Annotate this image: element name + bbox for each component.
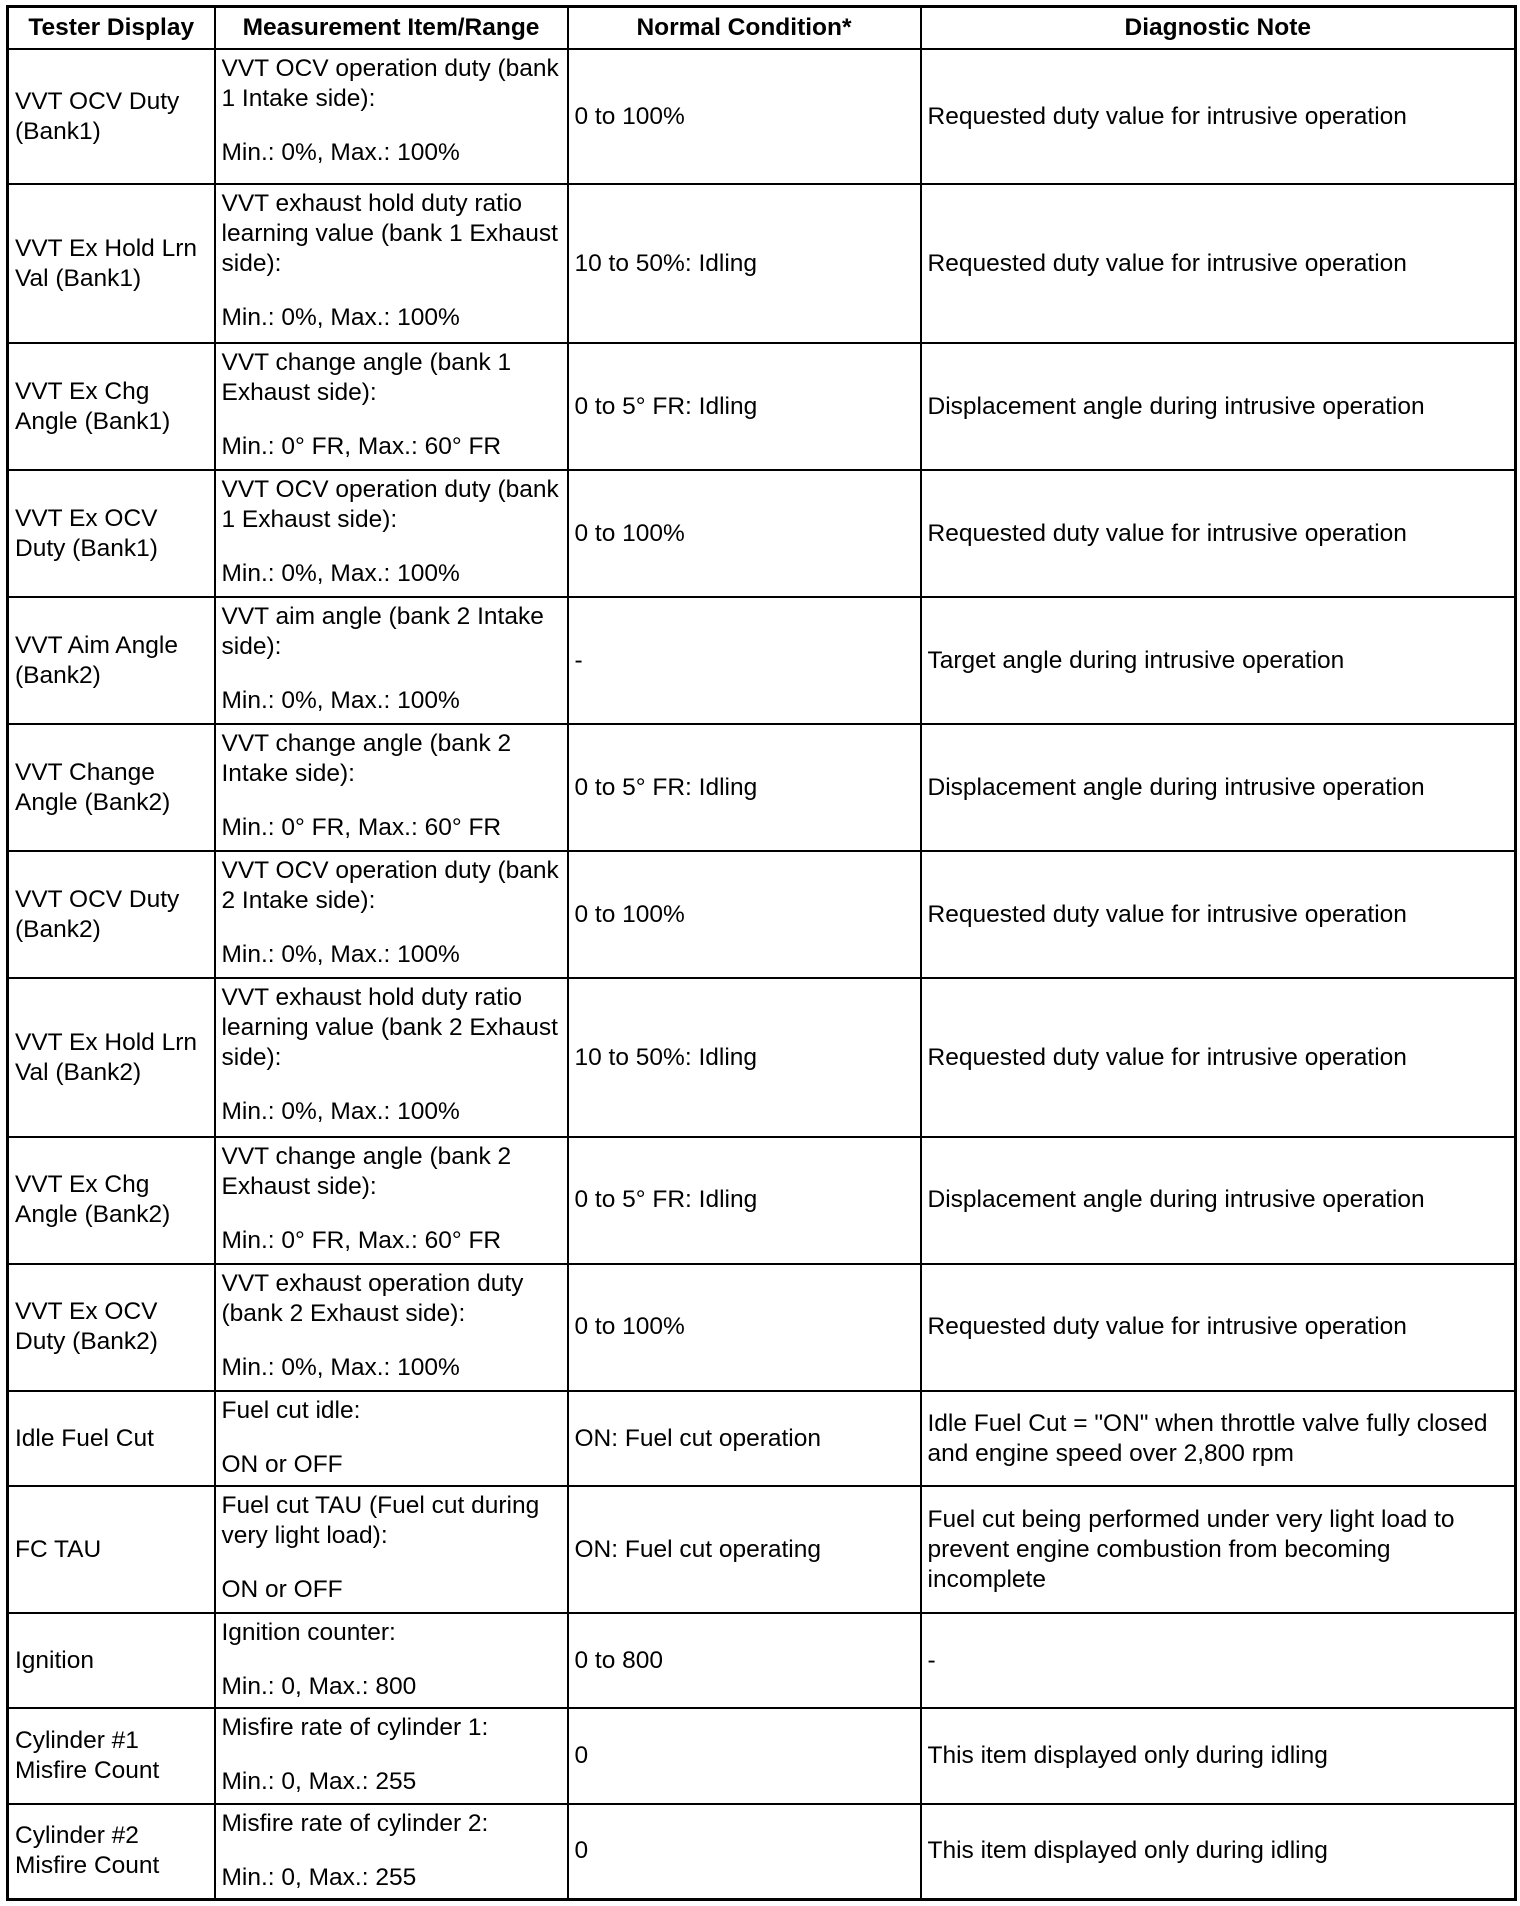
cell-normal-condition: 10 to 50%: Idling	[568, 978, 921, 1137]
cell-measurement-item	[215, 1391, 568, 1486]
cell-diagnostic-note: Requested duty value for intrusive operation	[921, 470, 1516, 597]
cell-normal-condition: 0 to 100%	[568, 1264, 921, 1391]
cell-tester-display: VVT Ex OCV Duty (Bank2)	[8, 1264, 215, 1391]
cell-measurement-item	[215, 184, 568, 343]
cell-diagnostic-note: Idle Fuel Cut = "ON" when throttle valve fully closed and engine speed over 2,800 rpm	[921, 1391, 1516, 1486]
cell-tester-display: VVT Ex Hold Lrn Val (Bank1)	[8, 184, 215, 343]
cell-measurement-item	[215, 1804, 568, 1900]
cell-normal-condition: 0 to 800	[568, 1613, 921, 1708]
data-list-table	[6, 5, 1517, 1901]
cell-diagnostic-note: Target angle during intrusive operation	[921, 597, 1516, 724]
cell-tester-display: VVT Ex Chg Angle (Bank1)	[8, 343, 215, 470]
table-row	[8, 1264, 1516, 1391]
cell-normal-condition: 0 to 100%	[568, 851, 921, 978]
cell-measurement-item	[215, 851, 568, 978]
measurement-description: VVT change angle (bank 1 Exhaust side):	[221, 349, 512, 407]
measurement-range: Min.: 0%, Max.: 100%	[221, 1353, 460, 1381]
cell-tester-display: FC TAU	[8, 1486, 215, 1613]
cell-diagnostic-note: Displacement angle during intrusive operation	[921, 343, 1516, 470]
cell-tester-display: VVT Aim Angle (Bank2)	[8, 597, 215, 724]
cell-diagnostic-note: Displacement angle during intrusive operation	[921, 1137, 1516, 1264]
cell-measurement-item	[215, 343, 568, 470]
measurement-description: Fuel cut idle:	[221, 1396, 361, 1424]
measurement-range: Min.: 0%, Max.: 100%	[221, 139, 460, 166]
cell-tester-display: Cylinder #1 Misfire Count	[8, 1708, 215, 1803]
cell-diagnostic-note: Requested duty value for intrusive operation	[921, 851, 1516, 978]
cell-tester-display: VVT OCV Duty (Bank1)	[8, 49, 215, 184]
table-row	[8, 851, 1516, 978]
cell-measurement-item	[215, 470, 568, 597]
cell-normal-condition: ON: Fuel cut operating	[568, 1486, 921, 1613]
header-diagnostic-note: Diagnostic Note	[921, 7, 1516, 50]
cell-measurement-item	[215, 1613, 568, 1708]
cell-diagnostic-note: Requested duty value for intrusive operation	[921, 978, 1516, 1137]
measurement-range: Min.: 0%, Max.: 100%	[221, 304, 460, 332]
cell-measurement-item	[215, 1486, 568, 1613]
measurement-description: VVT exhaust hold duty ratio learning value (bank 2 Exhaust side):	[221, 984, 558, 1072]
measurement-range: Min.: 0, Max.: 800	[221, 1673, 417, 1701]
measurement-range: Min.: 0° FR, Max.: 60° FR	[221, 814, 502, 842]
table-row	[8, 724, 1516, 851]
cell-normal-condition: 10 to 50%: Idling	[568, 184, 921, 343]
table-row	[8, 978, 1516, 1137]
cell-diagnostic-note: Requested duty value for intrusive operation	[921, 49, 1516, 184]
cell-tester-display: Idle Fuel Cut	[8, 1391, 215, 1486]
measurement-description: VVT exhaust operation duty (bank 2 Exhaust side):	[221, 1269, 524, 1327]
cell-normal-condition: ON: Fuel cut operation	[568, 1391, 921, 1486]
cell-tester-display: VVT Ex Chg Angle (Bank2)	[8, 1137, 215, 1264]
measurement-range: Min.: 0, Max.: 255	[221, 1863, 417, 1891]
cell-normal-condition: 0 to 100%	[568, 49, 921, 184]
cell-normal-condition: 0	[568, 1708, 921, 1803]
cell-measurement-item	[215, 1264, 568, 1391]
measurement-description: Fuel cut TAU (Fuel cut during very light load):	[221, 1492, 540, 1550]
measurement-description: VVT change angle (bank 2 Intake side):	[221, 730, 512, 788]
table-row	[8, 597, 1516, 724]
measurement-range: Min.: 0° FR, Max.: 60° FR	[221, 1226, 502, 1254]
measurement-description: VVT OCV operation duty (bank 1 Intake side):	[221, 55, 559, 112]
cell-diagnostic-note: Displacement angle during intrusive operation	[921, 724, 1516, 851]
table-row	[8, 1486, 1516, 1613]
table-row	[8, 1137, 1516, 1264]
table-header-row	[8, 7, 1516, 50]
cell-normal-condition: 0 to 5° FR: Idling	[568, 1137, 921, 1264]
header-tester-display: Tester Display	[8, 7, 215, 50]
measurement-range: ON or OFF	[221, 1576, 343, 1604]
cell-measurement-item	[215, 1137, 568, 1264]
cell-tester-display: VVT Change Angle (Bank2)	[8, 724, 215, 851]
cell-measurement-item	[215, 724, 568, 851]
measurement-range: Min.: 0, Max.: 255	[221, 1768, 417, 1796]
cell-diagnostic-note: Fuel cut being performed under very light load to prevent engine combustion from becoming incomplete	[921, 1486, 1516, 1613]
cell-measurement-item	[215, 49, 568, 184]
header-normal-condition: Normal Condition*	[568, 7, 921, 50]
measurement-description: VVT OCV operation duty (bank 1 Exhaust side):	[221, 476, 559, 534]
cell-diagnostic-note: Requested duty value for intrusive operation	[921, 1264, 1516, 1391]
measurement-description: Misfire rate of cylinder 2:	[221, 1809, 489, 1837]
cell-normal-condition: 0	[568, 1804, 921, 1900]
cell-tester-display: Cylinder #2 Misfire Count	[8, 1804, 215, 1900]
cell-tester-display: VVT Ex OCV Duty (Bank1)	[8, 470, 215, 597]
table-row	[8, 1708, 1516, 1803]
cell-normal-condition: 0 to 5° FR: Idling	[568, 724, 921, 851]
cell-diagnostic-note: This item displayed only during idling	[921, 1804, 1516, 1900]
measurement-description: VVT OCV operation duty (bank 2 Intake side):	[221, 857, 559, 915]
cell-diagnostic-note: Requested duty value for intrusive operation	[921, 184, 1516, 343]
measurement-description: Ignition counter:	[221, 1619, 396, 1647]
table-row	[8, 1804, 1516, 1900]
measurement-description: VVT aim angle (bank 2 Intake side):	[221, 603, 544, 661]
table-row	[8, 49, 1516, 184]
cell-normal-condition: 0 to 5° FR: Idling	[568, 343, 921, 470]
cell-measurement-item	[215, 1708, 568, 1803]
measurement-description: VVT exhaust hold duty ratio learning value (bank 1 Exhaust side):	[221, 190, 558, 278]
measurement-range: Min.: 0° FR, Max.: 60° FR	[221, 433, 502, 461]
cell-tester-display: VVT OCV Duty (Bank2)	[8, 851, 215, 978]
table-row	[8, 184, 1516, 343]
cell-normal-condition: -	[568, 597, 921, 724]
table-row	[8, 470, 1516, 597]
table-body	[8, 49, 1516, 1900]
cell-normal-condition: 0 to 100%	[568, 470, 921, 597]
measurement-range: Min.: 0%, Max.: 100%	[221, 687, 460, 715]
measurement-range: Min.: 0%, Max.: 100%	[221, 1098, 460, 1126]
cell-diagnostic-note: -	[921, 1613, 1516, 1708]
header-measurement-item: Measurement Item/Range	[215, 7, 568, 50]
table-row	[8, 343, 1516, 470]
cell-diagnostic-note: This item displayed only during idling	[921, 1708, 1516, 1803]
measurement-description: Misfire rate of cylinder 1:	[221, 1714, 489, 1742]
measurement-range: ON or OFF	[221, 1450, 343, 1478]
cell-tester-display: Ignition	[8, 1613, 215, 1708]
table-row	[8, 1391, 1516, 1486]
measurement-range: Min.: 0%, Max.: 100%	[221, 560, 460, 588]
measurement-description: VVT change angle (bank 2 Exhaust side):	[221, 1142, 512, 1200]
cell-measurement-item	[215, 597, 568, 724]
measurement-range: Min.: 0%, Max.: 100%	[221, 941, 460, 969]
table-row	[8, 1613, 1516, 1708]
cell-measurement-item	[215, 978, 568, 1137]
cell-tester-display: VVT Ex Hold Lrn Val (Bank2)	[8, 978, 215, 1137]
